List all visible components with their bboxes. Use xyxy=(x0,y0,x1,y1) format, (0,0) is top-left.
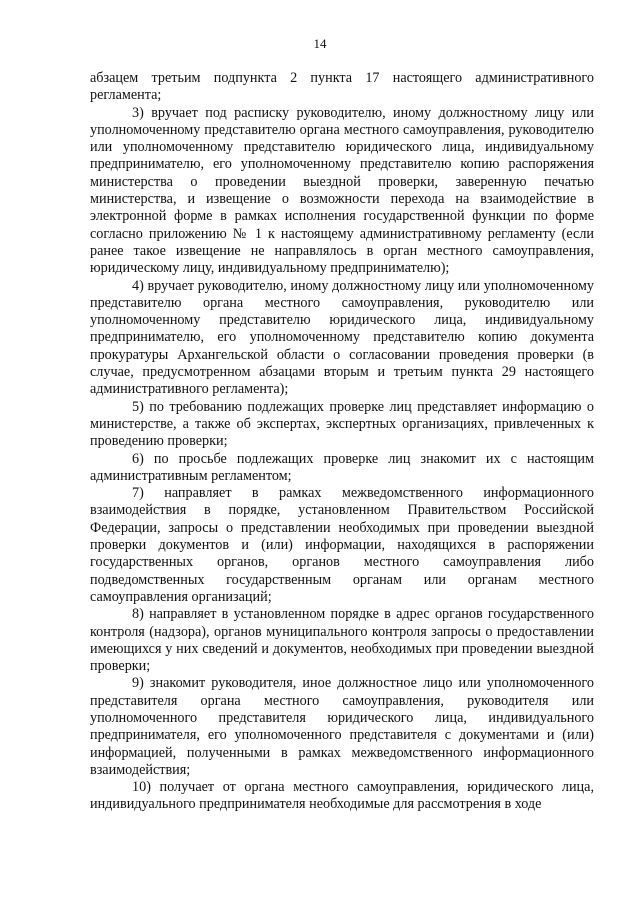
paragraph-item-7: 7) направляет в рамках межведомственного информационного взаимодействия в порядке, установленном Правительством Российской Федерации, запросы о представлении необходимых при проведении выездной проверки документов и (или) информации, находящихся в распоряжении государственных органов, органов местного самоуправления либо подведомственных государственным органам или органам местного самоуправления организаций; xyxy=(90,485,594,605)
paragraph-item-8: 8) направляет в установленном порядке в адрес органов государственного контроля (надзора), органов муниципального контроля запросы о предоставлении имеющихся у них сведений и документов, необходимых при проведении выездной проверки; xyxy=(90,606,594,675)
paragraph-continuation: абзацем третьим подпункта 2 пункта 17 настоящего административного регламента; xyxy=(90,70,594,104)
paragraph-item-4: 4) вручает руководителю, иному должностному лицу или уполномоченному представителю органа местного самоуправления, руководителю или уполномоченному представителю юридического лица, индивидуальному предпринимателю, его уполномоченному представителю копию документа прокуратуры Архангельской области о согласовании проведения проверки (в случае, предусмотренном абзацами вторым и третьим пункта 29 настоящего административного регламента); xyxy=(90,277,594,398)
paragraph-item-3: 3) вручает под расписку руководителю, иному должностному лицу или уполномоченному представителю органа местного самоуправления, руководителю или уполномоченному представителю юридического лица, индивидуальному предпринимателю, его уполномоченному представителю копию распоряжения министерства о проведении выездной проверки, заверенную печатью министерства, и извещение о возможности перехода на взаимодействие в электронной форме в рамках исполнения государственной функции по форме согласно приложению № 1 к настоящему административному регламенту (если ранее такое извещение не направлялось в орган местного самоуправления, юридическому лицу, индивидуальному предпринимателю); xyxy=(90,104,594,277)
paragraph-item-6: 6) по просьбе подлежащих проверке лиц знакомит их с настоящим административным регламентом; xyxy=(90,450,594,484)
document-body xyxy=(90,70,594,814)
paragraph-item-10: 10) получает от органа местного самоуправления, юридического лица, индивидуального предпринимателя необходимые для рассмотрения в ходе xyxy=(90,779,594,813)
paragraph-item-9: 9) знакомит руководителя, иное должностное лицо или уполномоченного представителя органа местного самоуправления, руководителя или уполномоченного представителя юридического лица, индивидуального предпринимателя, его уполномоченного представителя с документами и (или) информацией, полученными в рамках межведомственного информационного взаимодействия; xyxy=(90,675,594,778)
paragraph-item-5: 5) по требованию подлежащих проверке лиц представляет информацию о министерстве, а также об экспертах, экспертных организациях, привлеченных к проведению проверки; xyxy=(90,398,594,450)
page-number: 14 xyxy=(313,36,327,51)
